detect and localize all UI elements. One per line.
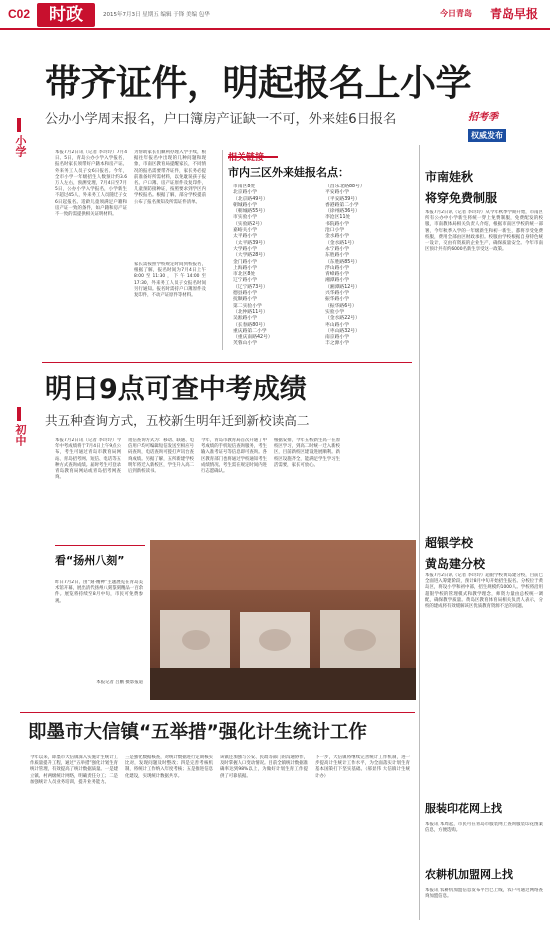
article-3-col-1: 今年以来，即墨市大信镇深入实施计生统计工作质量提升工程，通过“五举措”强化计划生育统计管理，有效提高了统计数据质量。一是建立镇、村两级统计网络，明确责任分工；二是加强统计人员业务培训，提升业务能力。 — [30, 755, 118, 785]
article-3-col-4: 下一步，大信镇将继续完善统计工作机制，进一步提高计生统计工作水平，为全面落实计划生育基本国策打下坚实基础。（郝显伟 大信镇计生统计办） — [315, 755, 410, 779]
article-1-col-3: 家长需按照学校规定时间到校报名，根据了解，报名时间为7月4日上午8:00至11:30，下午14:00至17:30，外来务工人员子女报名时间另行通知。报名时需持户口簿原件及复印件，不动产证原件等材料。 — [134, 262, 206, 299]
article-1-col-2: 为帮助家长们顺利办理入学手续，根据往年报名中出现的几种问题和现象，市南区教育局提醒家长，不同情况的报名需要带齐证件，家长务必提前准备好所需材料，以免耽误孩子报名。户口簿、房产证原件及复印件，儿童预防接种证，按照要求到学区内学校报名。根据了解，部分学校提前公布了报名须知及所需证件清单。 — [134, 150, 206, 205]
districts-title: 市内三区外来娃报名点： — [228, 166, 349, 179]
masthead — [0, 0, 550, 30]
section-tab — [37, 3, 95, 27]
date-line: 2015年7月3日 星期五 编辑 于锋 美编 包华 — [103, 12, 210, 18]
photo-credit: 本报记者 吕鹏 摄影报道 — [96, 680, 143, 685]
article-3-col-3: 该镇还加强与公安、民政等部门的沟通协作，及时掌握人口变动情况。目前全镇统计数据准确率达到98%以上，为做好计划生育工作提供了可靠依据。 — [220, 755, 308, 779]
right-mid-title: 超银学校 黄岛建分校 — [425, 536, 486, 571]
recruitment-badge — [468, 108, 538, 138]
photo-caption: 昨日7月2日，由“刻·精神”主题展览在青岛美术馆开幕，展出清代扬州八刻篆刻精品一百余件。展览将持续至8月中旬，市民可免费参观。 — [55, 580, 143, 604]
districts-list-right: （昌乐北路88号） 平安路小学 （平安路39号） 香港路第二小学 （徐州路36号） 李沧区11处 书院路小学 沧口小学 金水路小学 （金水路1号） 永宁路小学 东胜路小学 （东胜路85号） 浮山路小学 青峰路小学 湘潭路小学 （湘潭路12号） 兴华路小学 振华路小学 （振华路6号） 实验小学 （金水路22号） 枣山路小学 （枣山路32号） 南京路小学 丰之源小学 — [325, 184, 365, 347]
side-label-junior: 初中 — [12, 407, 26, 446]
badge-top: 招考季 — [468, 112, 498, 123]
side-label-primary: 小学 — [12, 118, 26, 157]
section-title: 时政 — [49, 5, 83, 25]
photo-illustration — [150, 540, 416, 700]
paper-name: 青岛早报 — [490, 7, 539, 21]
side-label-marker — [17, 407, 21, 421]
headline-3: 即墨市大信镇“五举措”强化计生统计工作 — [28, 722, 367, 743]
badge-bottom: 权威发布 — [468, 129, 506, 142]
article-2-col-1: 本报7月2日讯（记者 李玲玲）今年中考成绩将于7月4日上午9点公布，考生可通过青岛市教育局网站、青岛招考网、短信、电话等五种方式查询成绩。届时考生可登录青岛教育局网站或青岛招考网查询。 — [55, 438, 121, 481]
districts-list-left: 市南区8处 北京路小学 （北京路49号） 朝城路小学 （朝城路55号） 市实验小学 （实验路2号） 嘉峪关小学 太平路小学 （太平路39号） 大学路小学 （大学路28号） 金门路小学 上海路小学 市北区8处 辽宁路小学 （辽宁路73号） 德县路小学 抚顺路小学 第二实验小学 （北仲路11号） 吴淞路小学 （长春路80号） 重庆路第二小学 （重庆南路42号） 芙蓉山小学 — [233, 184, 273, 347]
right-low-item-2-body: 本报讯 农耕机加盟信息发布平台已上线，农户可通过网络查询加盟信息。 — [425, 888, 543, 900]
subheadline-2: 共五种查询方式，五校新生明年迁到新校读高二 — [45, 413, 310, 428]
related-links-tag: 相关链接 — [228, 145, 278, 158]
article-2-col-2: 短信查询方式为：移动、联通、电信用户均可编辑短信发送至相应号码查询，电话查询可拨打声讯台查询成绩。另据了解，五所新建学校明年将迁入新校区，学生升入高二后到新校读书。 — [128, 438, 194, 475]
headline-3-rule — [20, 712, 415, 713]
right-low-item-2-title: 农耕机加盟网上找 — [425, 868, 513, 881]
side-label-marker — [17, 118, 21, 132]
headline-1: 带齐证件，明起报名上小学 — [45, 63, 472, 104]
right-mid-body: 本报7月2日讯（记者 李玲玲）超银学校黄岛建分校，目前已全面进入筹建阶段，预计8月中旬开始招生报名。分校位于黄岛区，将设小学和初中部，招生规模约1000人。学校将沿用超银学校的管理模式和教学理念，师资力量由总校统一调配，确保教学质量。黄岛区教育体育局相关负责人表示，分校的建成将有效缓解该区优质教育资源不足的问题。 — [425, 573, 543, 610]
brand-label: 今日青岛 — [440, 9, 472, 18]
article-3-col-2: 三是强化数据核查，对统计数据进行定期核实比对，发现问题及时整改；四是完善考核机制，将统计工作纳入年度考核；五是推进信息化建设，实现统计数据共享。 — [125, 755, 213, 779]
sidebar-divider — [222, 150, 223, 350]
right-top-title: 市南娃秋 将穿免费制服 — [425, 170, 498, 205]
subheadline-1: 公办小学周末报名，户口簿房产证缺一不可，外来娃6日报名 — [45, 112, 397, 127]
exhibition-photo — [150, 540, 416, 700]
article-2-col-4: 根据安排，今年五校新生高一在原校区学习，到高二时统一迁入新校区，目前新校区建设进展顺利。新校区设施齐全，能满足学生学习生活需要，家长可放心。 — [274, 438, 340, 468]
article-2-col-3: 今年，青岛市教育局首次开通了中考成绩的手机短信查询服务，考生输入准考证号等信息即可查询。各区教育部门也将通过学校通知考生成绩情况。考生需在规定时间内进行志愿确认。 — [201, 438, 267, 475]
article-1-col-1: 本报7月2日讯（记者 李玲玲）7月4日、5日，青岛公办小学入学报名，报名时家长须带好户籍本和房产证。外来务工人员子女6日报名。今年，全市小学一年级招生人数预计约3.6万人左右，预测受理，7月4日至7月5日，公办小学入学报名，小学新生不超过45人，外来务工人员随迁子女6日起报名。适龄儿童须满足户籍和房产证一致的条件，如户籍和房产证不一致的需提供相关证明材料。 — [55, 150, 127, 218]
masthead-rule — [0, 28, 550, 30]
right-column-divider — [419, 145, 420, 920]
photo-heading-rule — [55, 545, 145, 546]
right-low-item-1-title: 服装印花网上找 — [425, 802, 502, 815]
right-low-item-1-body: 本报讯 本周起，市民可在青岛市服装网上查询服装印花图案信息，方便选购。 — [425, 822, 543, 834]
headline-2-rule — [42, 362, 412, 363]
right-top-body: 本报7月2日讯（记者 李玲玲）从今年秋季学期开始，市南区所有公办中小学新生将统一穿上免费制服，免费配发的校服，市南教体局相关负责人介绍，根据市南区学校的统一部署，今年秋季入学的一年级新生和初一新生，都将享受免费校服，费用全部由区财政承担。校服由学校根据自身特色统一设计，交由有资质的企业生产，确保质量安全。今年市南区预计共有约6000名新生享受这一政策。 — [425, 210, 543, 253]
photo-heading: 看“扬州八刻” — [55, 545, 145, 568]
page-number: C02 — [8, 7, 31, 21]
headline-2: 明日9点可查中考成绩 — [45, 374, 307, 405]
